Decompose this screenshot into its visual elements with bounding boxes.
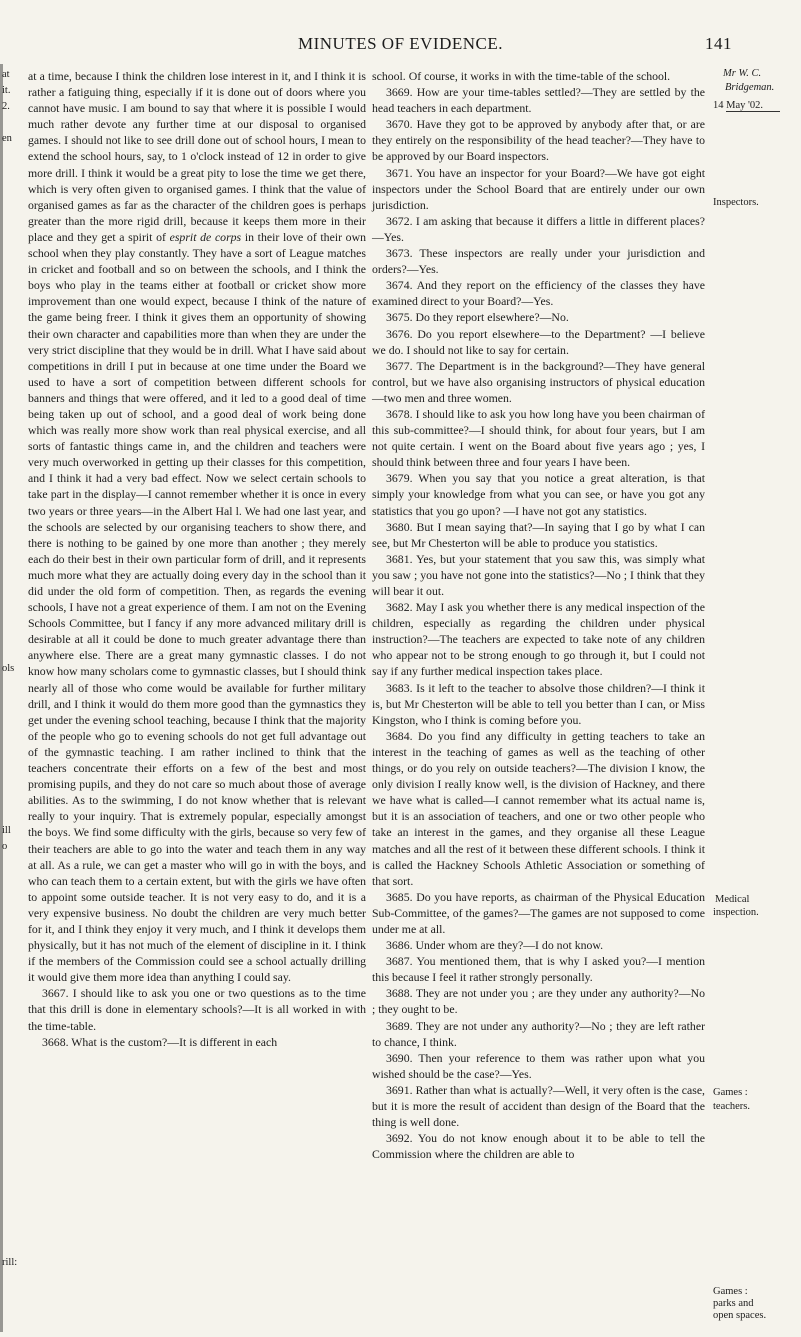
question-3692: 3692. You do not know enough about it to be able to tell the Commission where the children are able to bbox=[372, 1131, 705, 1162]
question-3682: 3682. May I ask you whether there is any medical inspection of the children, especially as regarding the children under physical instruction?—The teachers are expected to take note of any children who appear not to be strong enough to go through it, but I could not say if any further medical inspection takes place. bbox=[372, 600, 705, 679]
evidence-date: 14 May '02. bbox=[713, 100, 764, 111]
page-number: 141 bbox=[705, 34, 732, 53]
left-margin-note: o bbox=[2, 841, 8, 852]
question-3667: 3667. I should like to ask you one or two questions as to the time that this drill is done in elementary schools?—It is all worked in with the time-table. bbox=[28, 986, 366, 1033]
question-3688: 3688. They are not under you ; are they under any authority?—No ; they ought to be. bbox=[372, 986, 705, 1017]
page-header bbox=[0, 34, 801, 58]
page-title: MINUTES OF EVIDENCE. bbox=[297, 34, 504, 53]
witness-surname: Bridgeman. bbox=[725, 82, 775, 93]
question-3684: 3684. Do you find any difficulty in getting teachers to take an interest in the teaching of games as well as the teaching of other things, or do you rely on outside teachers?—The division I know, the only division I really know well, is the division of Hackney, and there we have what is called—I cannot remember what its actual name is, but it is an association of teachers, and one or two other people who take an interest in the games, and they organise all these League matches and all the rest of it between these different schools. I think it is called the Hackney Schools Athletic Association or something of that sort. bbox=[372, 728, 705, 888]
question-3689: 3689. They are not under any authority?—No ; they are left rather to chance, I think. bbox=[372, 1018, 705, 1049]
left-margin-note: at bbox=[2, 69, 10, 80]
testimony-text: at a time, because I think the children lose interest in it, and I think it is rather a fatiguing thing, especially if it is done out of doors where you cannot have music. I am bound to say that where it is possible I would much rather devote any further time at our disposal to organised games. I should not like to see drill done out of school hours, I mean to extend the school hours, say, to 1 o'clock instead of 12 in order to give more drill. I think it would be a great pity to lose the time we get there, which is very often given to organised games. I think that the value of organised games as far as the character of the children goes is perhaps greater than the more rigid drill, because it keeps them more in their place and they get a spirit of bbox=[28, 69, 366, 244]
sidenote-inspectors: Inspectors. bbox=[713, 197, 759, 208]
sidenote-open-spaces: open spaces. bbox=[713, 1310, 767, 1321]
question-3680: 3680. But I mean saying that?—In saying that I go by what I can see, but Mr Chesterton will be able to produce you statistics. bbox=[372, 519, 705, 550]
question-3685: 3685. Do you have reports, as chairman of the Physical Education Sub-Committee, of the games?—The games are not supposed to come under me at all. bbox=[372, 889, 705, 936]
testimony-paragraph bbox=[28, 68, 366, 985]
witness-name: Mr W. C. bbox=[723, 68, 762, 79]
question-3690: 3690. Then your reference to them was rather upon what you wished should be the case?—Yes. bbox=[372, 1050, 705, 1081]
question-3686: 3686. Under whom are they?—I do not know. bbox=[386, 938, 604, 953]
question-3672: 3672. I am asking that because it differs a little in different places?—Yes. bbox=[372, 213, 705, 244]
left-margin-note: ill bbox=[2, 825, 11, 836]
question-3669: 3669. How are your time-tables settled?—They are settled by the head teachers in each department. bbox=[372, 85, 705, 116]
right-column bbox=[372, 68, 705, 1162]
question-3673: 3673. These inspectors are really under your jurisdiction and orders?—Yes. bbox=[372, 246, 705, 277]
question-3675: 3675. Do they report elsewhere?—No. bbox=[386, 310, 569, 325]
sidenote-medical-inspection: inspection. bbox=[713, 907, 759, 918]
testimony-paragraph: school. Of course, it works in with the time-table of the school. bbox=[372, 69, 671, 83]
left-margin-bar bbox=[0, 64, 3, 1332]
left-column bbox=[28, 68, 366, 1050]
left-margin-note: en bbox=[2, 133, 12, 144]
question-3670: 3670. Have they got to be approved by anybody after that, or are they entirely on the responsibility of the head teacher?—They have to be approved by our Board inspectors. bbox=[372, 117, 705, 164]
sidenote-medical: Medical bbox=[715, 894, 750, 905]
question-3677: 3677. The Department is in the background?—They have general control, but we have also organising instructors of physical education—two men and three women. bbox=[372, 358, 705, 405]
testimony-text: in their love of their own school when they play constantly. They have a sort of League matches in cricket and football and so on between the schools, and I think the boys who play in the teams either at football or cricket show more improvement than one would expect, because I think of the nature of the game being freer. I think it gives them an opportunity of showing their own character and capabilities more than when they are under the very strict discipline that they would be in drill. What I have said about competitions in drill I put in because at one time under the Board we used to have a sort of competition between different schools for banners and things that were offered, and it led to a good deal of time being taken up out of school, and a good deal of work being done which was really more show work than real physical exercise, and all sorts of fantastic things came in, and the children and teachers were very much overworked in getting up their classes for this competition, and I think it had a very bad effect. Now we select certain schools to take part in the display—I cannot remember whether it is once in every two years or three years—in the Albert Hal l. We had one last year, and the schools are selected by our organising teachers to show there, and there is nothing to be gained by one more than another ; they merely each do their best in their own particular form of drill, and it represents much more what they are actually doing every day in the school than it did under the old form of competition. Then, as regards the evening schools, I have not a great experience of them. I am not on the Evening Schools Committee, but I fancy if any more advanced military drill is desirable at all it could be done to much greater advantage there than anywhere else. There are a great many gymnastic classes. I do not know how many scholars come to gymnastic classes, but I should think nearly all of those who come would be available for further military drill, and I think it would do them more good than the gymnastics they get under the evening school teaching, because I think that the majority of the people who go to evening schools do not get full advantage out of the gymnastic teaching. I am rather inclined to think that the teachers concentrate their efforts on a few of the best and most promising pupils, and they do not care so much about those of average abilities. As to the swimming, I do not know whether that is relevant really to your inquiry. That is extremely popular, especially amongst the boys. We find some difficulty with the girls, because so very few of their teachers are able to go into the water and teach them in any way at all. As a rule, we can get a master who will go in with the boys, and who can teach them to a certain extent, but with the girls we have often to appoint some outside teacher. It is not very easy to do, and it is a very expensive business. No doubt the children are very much better for it, and I think they enjoy it very much, and I think it develops them physically, but it has not much of the element of discipline in it. I think if the members of the Commission could see a school actually drilling it would give them more idea than anything I could say. bbox=[28, 229, 367, 985]
question-3674: 3674. And they report on the efficiency of the classes they have examined direct to your Board?—Yes. bbox=[372, 278, 705, 309]
question-3678: 3678. I should like to ask you how long have you been chairman of this sub-committee?—I should think, for about four years, but I am not quite certain. I went on the Board about five years ago ; yes, I should think between three and four years I have been. bbox=[372, 406, 705, 470]
question-3671: 3671. You have an inspector for your Board?—We have got eight inspectors under the School Board that are entirely under our own jurisdiction. bbox=[372, 165, 705, 212]
question-3681: 3681. Yes, but your statement that you saw this, was simply what you saw ; you have not gone into the statistics?—No ; I think that they will bear it out. bbox=[372, 551, 705, 598]
sidenote-games: Games : bbox=[713, 1087, 748, 1098]
question-3683: 3683. Is it left to the teacher to absolve those children?—I think it is, but Mr Chesterton will be able to tell you better than I can, or Miss Kingston, who I think is coming before you. bbox=[372, 680, 705, 727]
question-3691: 3691. Rather than what is actually?—Well, it very often is the case, but it is more the result of accident than design of the Board that the thing is well done. bbox=[372, 1082, 705, 1130]
italic-phrase: esprit de corps bbox=[169, 229, 242, 244]
question-3676: 3676. Do you report elsewhere—to the Department? —I believe we do. I should not like to say for certain. bbox=[372, 326, 705, 357]
sidenote-games-parks: Games : bbox=[713, 1286, 748, 1297]
left-margin-note: ols bbox=[2, 663, 15, 674]
question-3668: 3668. What is the custom?—It is different in each bbox=[42, 1034, 278, 1049]
left-margin-note: rill: bbox=[2, 1257, 18, 1268]
left-margin-note: 2. bbox=[2, 101, 10, 112]
sidenote-parks: parks and bbox=[713, 1298, 754, 1309]
question-3679: 3679. When you say that you notice a great alteration, is that simply your knowledge from what you can see, or have you got any statistics that you go upon? —I have not got any statistics. bbox=[372, 471, 705, 518]
sidenote-games-teachers: teachers. bbox=[713, 1101, 751, 1112]
question-3687: 3687. You mentioned them, that is why I asked you?—I mention this because I feel it rather strongly personally. bbox=[372, 954, 705, 985]
left-margin-note: it. bbox=[2, 85, 11, 96]
witness-date-rule bbox=[726, 111, 780, 112]
